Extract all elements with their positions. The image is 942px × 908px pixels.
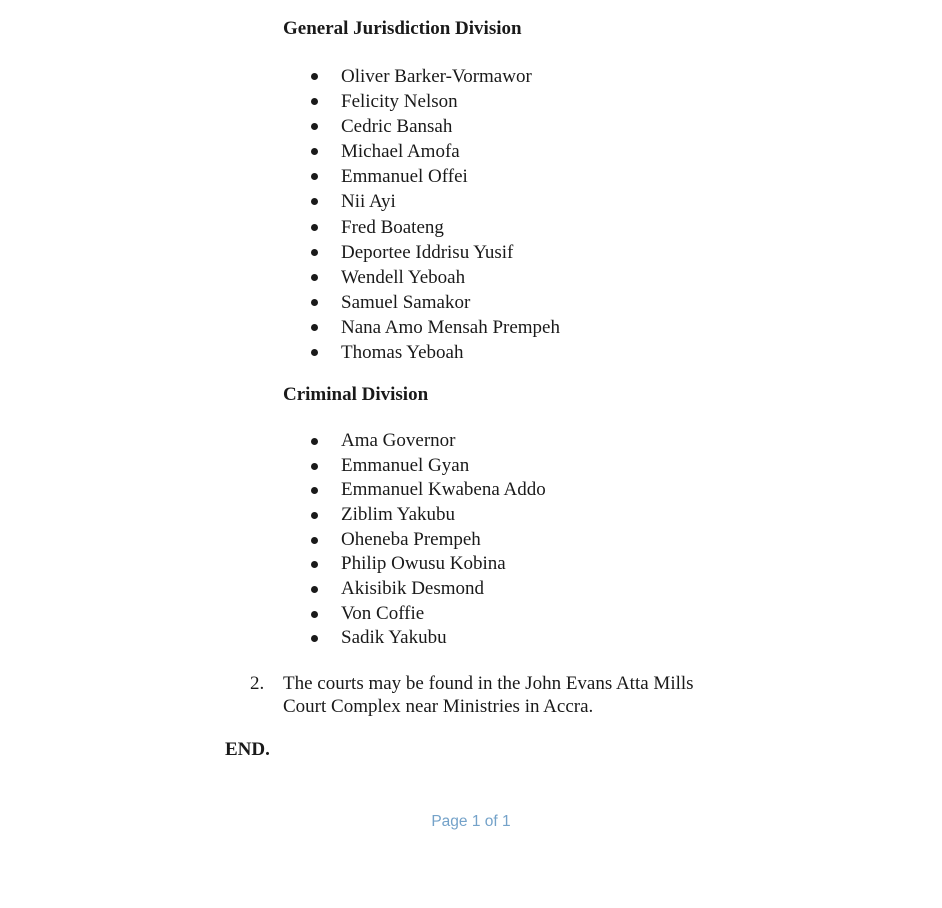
criminal-division-list [341,429,546,651]
list-item [341,265,560,290]
bullet-icon [311,274,318,281]
numbered-item-line: Court Complex near Ministries in Accra. [283,695,594,717]
bullet-icon [311,586,318,593]
bullet-icon [311,249,318,256]
person-name: Von Coffie [341,602,425,624]
person-name: Nana Amo Mensah Prempeh [341,316,560,338]
section-heading-general-jurisdiction: General Jurisdiction Division [283,18,522,39]
bullet-icon [311,438,318,445]
list-item [341,602,546,627]
section-heading-criminal-division: Criminal Division [283,384,429,405]
person-name: Emmanuel Kwabena Addo [341,479,546,501]
list-item [341,215,560,240]
bullet-icon [311,561,318,568]
person-name: Akisibik Desmond [341,577,485,599]
bullet-icon [311,324,318,331]
bullet-icon [311,537,318,544]
numbered-item-2 [250,673,694,718]
numbered-item-line: The courts may be found in the John Evans Atta Mills [283,673,694,694]
general-jurisdiction-list [341,64,560,365]
person-name: Fred Boateng [341,216,444,238]
person-name: Wendell Yeboah [341,266,466,288]
bullet-icon [311,611,318,618]
list-item [341,577,546,602]
list-item [341,189,560,214]
bullet-icon [311,173,318,180]
person-name: Nii Ayi [341,191,396,213]
bullet-icon [311,148,318,155]
bullet-icon [311,299,318,306]
list-item [341,315,560,340]
person-name: Michael Amofa [341,141,460,163]
list-item [341,64,560,89]
list-item [341,340,560,365]
list-number: 2. [250,673,265,694]
bullet-icon [311,224,318,231]
person-name: Thomas Yeboah [341,342,464,364]
list-item [341,139,560,164]
list-item [341,454,546,479]
bullet-icon [311,635,318,642]
person-name: Emmanuel Offei [341,166,468,188]
list-item [341,503,546,528]
bullet-icon [311,198,318,205]
bullet-icon [311,512,318,519]
end-marker: END. [225,739,270,760]
bullet-icon [311,349,318,356]
bullet-icon [311,487,318,494]
list-item [341,429,546,454]
list-item [341,164,560,189]
page-number-footer: Page 1 of 1 [431,813,511,830]
list-item [341,626,546,651]
bullet-icon [311,73,318,80]
person-name: Ama Governor [341,430,456,451]
person-name: Ziblim Yakubu [341,503,456,525]
list-item [341,528,546,553]
list-item [341,114,560,139]
list-item [341,240,560,265]
person-name: Samuel Samakor [341,291,471,313]
bullet-icon [311,463,318,470]
bullet-icon [311,98,318,105]
list-item [341,478,546,503]
person-name: Sadik Yakubu [341,627,447,649]
person-name: Cedric Bansah [341,116,453,138]
list-item [341,290,560,315]
person-name: Felicity Nelson [341,91,458,113]
list-item [341,89,560,114]
list-item [341,552,546,577]
bullet-icon [311,123,318,130]
person-name: Deportee Iddrisu Yusif [341,241,514,263]
person-name: Oheneba Prempeh [341,528,481,550]
person-name: Philip Owusu Kobina [341,553,506,575]
person-name: Oliver Barker-Vormawor [341,66,532,87]
person-name: Emmanuel Gyan [341,454,470,476]
